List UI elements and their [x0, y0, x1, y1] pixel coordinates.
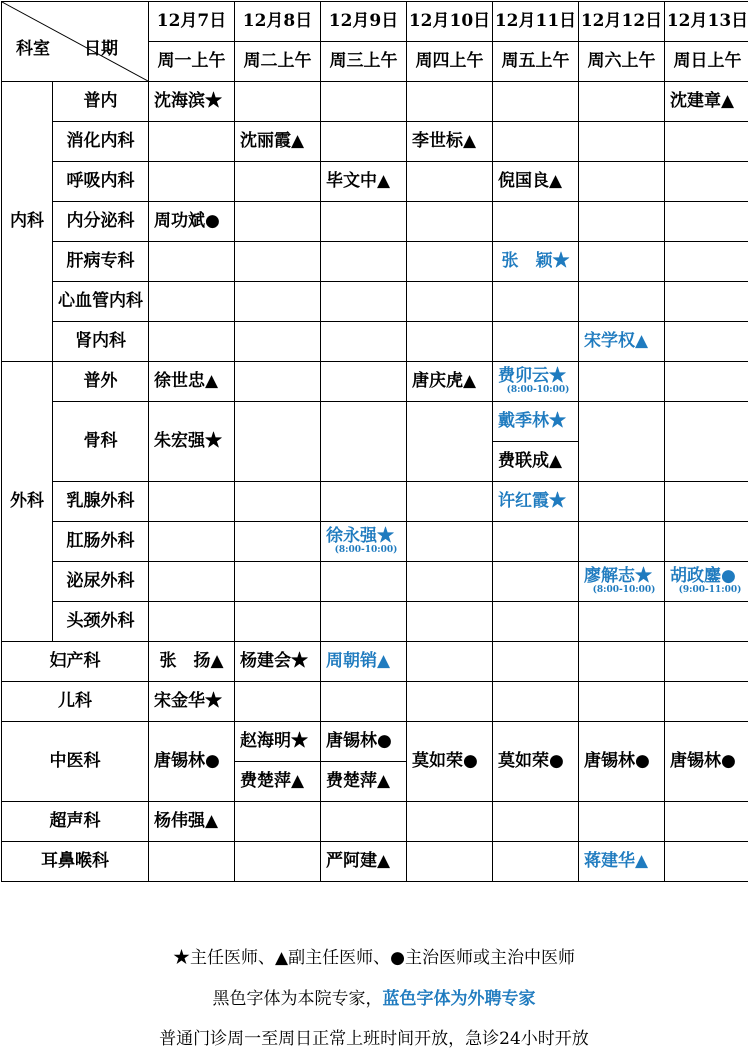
doctor-cell: 毕文中▲: [321, 162, 407, 202]
dept-name: 普外: [53, 362, 149, 402]
doctor-cell: 沈海滨★: [149, 82, 235, 122]
doctor-cell: 宋金华★: [149, 682, 235, 722]
doctor-cell: 费楚萍▲: [321, 762, 407, 802]
doctor-name: 胡政鏖●: [670, 566, 736, 587]
weekday-header: 周一上午: [149, 42, 235, 82]
doctor-cell-external: 蒋建华▲: [579, 842, 665, 882]
group-surgery: 外科: [2, 362, 53, 642]
doctor-cell: 朱宏强★: [149, 402, 235, 482]
doctor-cell-external: [321, 522, 407, 562]
doctor-cell-external: 张 颖★: [493, 242, 579, 282]
dept-name: 乳腺外科: [53, 482, 149, 522]
date-header: 12月11日: [493, 2, 579, 42]
dept-name: 中医科: [2, 722, 149, 802]
doctor-cell: 莫如荣●: [493, 722, 579, 802]
doctor-cell: 莫如荣●: [407, 722, 493, 802]
doctor-cell-external: [493, 362, 579, 402]
doctor-name: 徐永强★: [326, 526, 394, 547]
doctor-cell-external: 宋学权▲: [579, 322, 665, 362]
doctor-cell: 唐锡林●: [665, 722, 748, 802]
dept-name: 肝病专科: [53, 242, 149, 282]
clinic-time: (8:00-10:00): [506, 384, 570, 395]
doctor-cell: 张 扬▲: [149, 642, 235, 682]
doctor-cell: 费楚萍▲: [235, 762, 321, 802]
doctor-cell: 沈建章▲: [665, 82, 748, 122]
schedule-table: [1, 1, 748, 882]
doctor-cell: 费联成▲: [493, 442, 579, 482]
doctor-cell-external: 许红霞★: [493, 482, 579, 522]
clinic-time: (9:00-11:00): [678, 584, 742, 595]
doctor-cell: 杨建会★: [235, 642, 321, 682]
dept-name: 心血管内科: [53, 282, 149, 322]
dept-name: 头颈外科: [53, 602, 149, 642]
doctor-cell-external: 周朝销▲: [321, 642, 407, 682]
weekday-header: 周四上午: [407, 42, 493, 82]
doctor-name: 费卯云★: [498, 366, 566, 387]
doctor-cell-external: 戴季林★: [493, 402, 579, 442]
doctor-cell-external: [579, 562, 665, 602]
dept-name: 泌尿外科: [53, 562, 149, 602]
doctor-cell: 唐锡林●: [579, 722, 665, 802]
dept-header-label: 科室: [16, 39, 50, 59]
doctor-cell: 李世标▲: [407, 122, 493, 162]
dept-name: 儿科: [2, 682, 149, 722]
doctor-name: 廖解志★: [584, 566, 652, 587]
legend-hours: 普通门诊周一至周日正常上班时间开放，急诊24小时开放: [159, 1029, 589, 1049]
clinic-time: (8:00-10:00): [592, 584, 656, 595]
dept-name: 普内: [53, 82, 149, 122]
doctor-cell: 倪国良▲: [493, 162, 579, 202]
weekday-header: 周三上午: [321, 42, 407, 82]
header-corner: [2, 2, 149, 82]
weekday-header: 周二上午: [235, 42, 321, 82]
weekday-header: 周五上午: [493, 42, 579, 82]
date-header-label: 日期: [84, 39, 118, 59]
doctor-cell: 徐世忠▲: [149, 362, 235, 402]
group-internal-medicine: 内科: [2, 82, 53, 362]
date-header: 12月13日: [665, 2, 748, 42]
dept-name: 骨科: [53, 402, 149, 482]
clinic-time: (8:00-10:00): [334, 544, 398, 555]
dept-name: 肛肠外科: [53, 522, 149, 562]
dept-name: 妇产科: [2, 642, 149, 682]
doctor-cell: 赵海明★: [235, 722, 321, 762]
weekday-header: 周六上午: [579, 42, 665, 82]
doctor-cell: 沈丽霞▲: [235, 122, 321, 162]
dept-name: 内分泌科: [53, 202, 149, 242]
date-header: 12月9日: [321, 2, 407, 42]
legend-symbols: ★主任医师、▲副主任医师、●主治医师或主治中医师: [173, 948, 575, 968]
weekday-header: 周日上午: [665, 42, 748, 82]
doctor-cell-external: [665, 562, 748, 602]
dept-name: 肾内科: [53, 322, 149, 362]
doctor-cell: 严阿建▲: [321, 842, 407, 882]
date-header: 12月12日: [579, 2, 665, 42]
legend-external-note: 蓝色字体为外聘专家: [382, 989, 536, 1009]
date-header: 12月10日: [407, 2, 493, 42]
doctor-cell: 杨伟强▲: [149, 802, 235, 842]
date-header: 12月8日: [235, 2, 321, 42]
dept-name: 耳鼻喉科: [2, 842, 149, 882]
doctor-cell: 唐锡林●: [149, 722, 235, 802]
date-header: 12月7日: [149, 2, 235, 42]
legend-internal-note: 黑色字体为本院专家，: [212, 989, 383, 1009]
dept-name: 消化内科: [53, 122, 149, 162]
doctor-cell: 唐庆虎▲: [407, 362, 493, 402]
doctor-cell: 周功斌●: [149, 202, 235, 242]
dept-name: 超声科: [2, 802, 149, 842]
dept-name: 呼吸内科: [53, 162, 149, 202]
legend-colors: [0, 984, 748, 1009]
doctor-cell: 唐锡林●: [321, 722, 407, 762]
